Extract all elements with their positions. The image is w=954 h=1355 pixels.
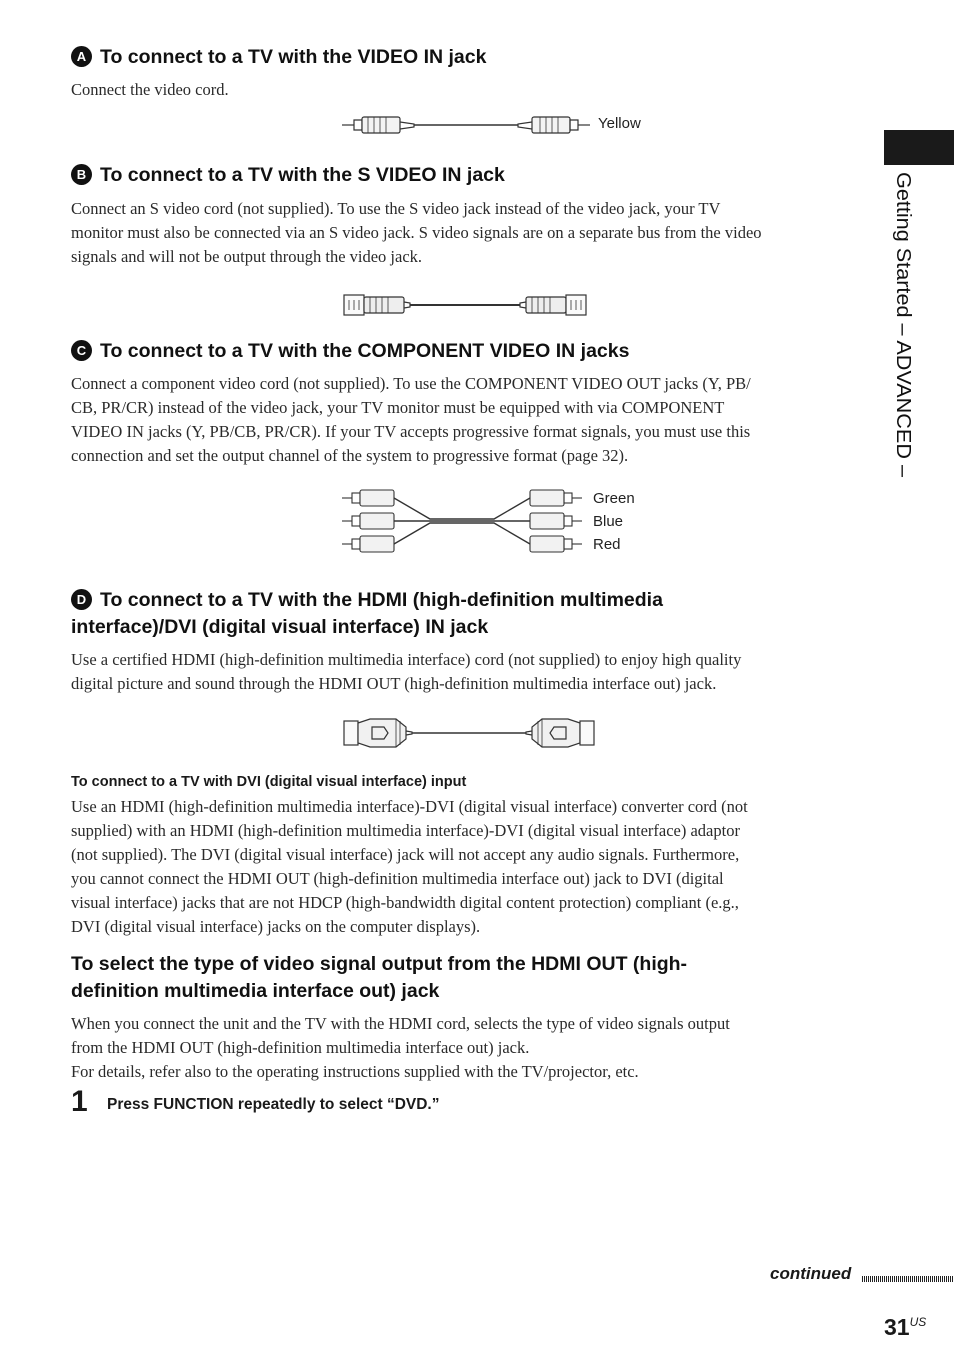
page-suffix: US (909, 1315, 927, 1329)
section-b-line-1: Connect an S video cord (not supplied). To use the S video jack instead of the video jack, your TV (71, 199, 721, 218)
dvi-subsection-heading: To connect to a TV with DVI (digital visual interface) input (71, 774, 467, 790)
right-plug-red (530, 536, 582, 552)
select-line-1: When you connect the unit and the TV with the HDMI cord, selects the type of video signals output (71, 1014, 730, 1033)
sidebar-tab-label (870, 172, 942, 492)
cord-label-green: Green (593, 490, 635, 507)
left-plug-blue (342, 513, 394, 529)
section-d-heading-text-2: interface)/DVI (digital visual interface) IN jack (71, 616, 489, 638)
section-d-heading (71, 587, 861, 641)
video-cord-illustration (340, 108, 600, 142)
select-heading-line-2: definition multimedia interface out) jack (71, 980, 440, 1002)
continued-marker (770, 1264, 954, 1288)
section-b-body (71, 197, 871, 269)
cord-label-yellow: Yellow (598, 115, 641, 132)
cord-label-red: Red (593, 536, 621, 553)
select-line-3: For details, refer also to the operating instructions supplied with the TV/projector, etc. (71, 1062, 639, 1081)
section-d-line-1: Use a certified HDMI (high-definition multimedia interface) cord (not supplied) to enjoy high quality (71, 650, 742, 669)
dvi-line-3: (not supplied). The DVI (digital visual interface) jack will not accept any audio signals. Furthermore, (71, 845, 740, 864)
page-number: 31 (884, 1314, 910, 1340)
dvi-line-6: DVI (digital visual interface) jacks on the computer displays). (71, 917, 481, 936)
select-line-2: from the HDMI OUT (high-definition multimedia interface out) jack. (71, 1038, 530, 1057)
cord-label-blue: Blue (593, 513, 624, 530)
hdmi-cord-illustration (340, 713, 600, 753)
page-number-block (884, 1314, 926, 1341)
sidebar-tab-block (884, 130, 954, 165)
sidebar-tab-svg (870, 172, 942, 492)
select-section-heading (71, 951, 871, 1005)
dvi-line-2: supplied) with an HDMI (high-definition multimedia interface)-DVI (digital visual interface) adaptor (71, 821, 740, 840)
section-c-body (71, 372, 871, 468)
dvi-line-4: you cannot connect the HDMI OUT (high-definition multimedia interface out) jack to DVI (digital (71, 869, 724, 888)
section-b-line-2: monitor must also be connected via an S video jack. S video signals are on a separate bus from the video (71, 223, 762, 242)
section-b-heading (71, 162, 505, 189)
dvi-subsection-body (71, 795, 871, 939)
continued-label: continued (770, 1264, 852, 1283)
section-d-heading-text-1: To connect to a TV with the HDMI (high-definition multimedia (100, 589, 663, 611)
section-d-heading-line-1 (71, 587, 861, 614)
section-b-heading-text: To connect to a TV with the S VIDEO IN jack (100, 164, 505, 186)
component-cord-illustration (338, 484, 588, 558)
dvi-line-5: visual interface) jacks that are not HDCP (high-bandwidth digital content protection) compliant (e.g., (71, 893, 739, 912)
s-video-cord-illustration (340, 290, 590, 320)
sidebar-tab-text: Getting Started – ADVANCED – (892, 172, 914, 454)
continued-rule (862, 1276, 954, 1282)
select-heading-line-1: To select the type of video signal output from the HDMI OUT (high- (71, 953, 688, 975)
section-a-heading-text: To connect to a TV with the VIDEO IN jack (100, 46, 487, 68)
step-1-text: Press FUNCTION repeatedly to select “DVD.” (107, 1096, 440, 1113)
badge-b: B (71, 164, 92, 185)
left-plug-red (342, 536, 394, 552)
badge-a: A (71, 46, 92, 67)
section-c-line-2: CB, PR/CR) instead of the video jack, your TV monitor must be equipped with via COMPONENT (71, 398, 725, 417)
right-plug-green (530, 490, 582, 506)
section-a-body: Connect the video cord. (71, 80, 229, 99)
left-plug-green (342, 490, 394, 506)
badge-d: D (71, 589, 92, 610)
section-c-line-4: connection and set the output channel of the system to progressive format (page 32). (71, 446, 629, 465)
dvi-line-1: Use an HDMI (high-definition multimedia interface)-DVI (digital visual interface) converter cord (not (71, 797, 748, 816)
section-c-line-1: Connect a component video cord (not supplied). To use the COMPONENT VIDEO OUT jacks (Y, PB/ (71, 374, 751, 393)
section-c-heading (71, 338, 629, 365)
section-c-line-3: VIDEO IN jacks (Y, PB/CB, PR/CR). If your TV accepts progressive format signals, you must use this (71, 422, 751, 441)
right-plug-blue (530, 513, 582, 529)
section-d-line-2: digital picture and sound through the HDMI OUT (high-definition multimedia interface out) jack. (71, 674, 717, 693)
section-b-line-3: signals and will not be output through the video jack. (71, 247, 423, 266)
section-d-body (71, 648, 871, 696)
section-c-heading-text: To connect to a TV with the COMPONENT VIDEO IN jacks (100, 340, 630, 362)
select-section-body (71, 1012, 871, 1084)
badge-c: C (71, 340, 92, 361)
step-1-number: 1 (71, 1085, 88, 1118)
section-a-heading (71, 44, 486, 71)
